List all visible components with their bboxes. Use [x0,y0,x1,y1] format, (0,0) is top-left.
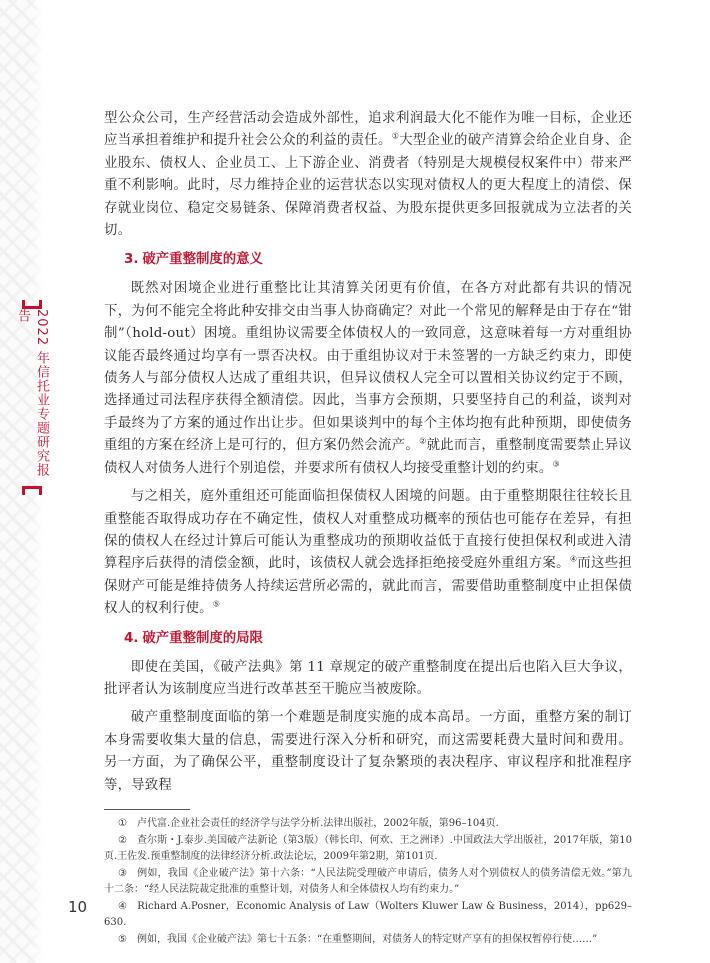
side-report-title [15,300,49,495]
footnote-text: 例如，我国《企业破产法》第十六条：“人民法院受理破产申请后，债务人对个别债权人的债务清偿无效。”第九十二条：“经人民法院裁定批准的重整计划，对债务人和全体债权人均有约束力。” [104,868,632,895]
paragraph-1 [104,108,632,242]
footnote-text: 例如，我国《企业破产法》第七十五条：“在重整期间，对债务人的特定财产享有的担保权暂停行使……” [136,934,598,946]
paragraph-5: 破产重整制度面临的第一个难题是制度实施的成本高昂。一方面，重整方案的制订本身需要收集大量的信息，需要进行深入分析和研究，而这需要耗费大量时间和费用。另一方面，为了确保公平，重整制度设计了复杂繁琐的表决程序、审议程序和批准程序等，导致程 [104,710,632,793]
footnote-ref-5[interactable]: ⑤ [212,599,221,609]
section-heading-3 [124,250,632,270]
footnote [104,932,632,948]
paragraph-4: 即使在美国，《破产法典》第 11 章规定的破产重整制度在提出后也陷入巨大争议，批评者认为该制度应当进行改革甚至干脆应当被废除。 [104,659,632,697]
footnote [104,866,632,897]
bracket-top-decoration [22,300,42,309]
footnote-text: Richard A.Posner，Economic Analysis of Law（Wolters Kluwer Law & Business，2014），pp629–630. [104,901,633,928]
paragraph-3-text: 与之相关，庭外重组还可能面临担保债权人困境的问题。由于重整期限往往较长且重整能否取得成功存在不确定性，债权人对重整成功概率的预估也可能存在差异，有担保的债权人在经过计算后可能认为重整成功的预期收益低于直接行使担保权利或进入清算程序后获得的清偿金额，此时，该债权人就会选择拒绝接受庭外重组方案。 [104,489,632,572]
footnote-ref-2[interactable]: ② [419,436,427,446]
footnote-ref-1[interactable]: ① [391,131,400,141]
footnote-ref-3[interactable]: ③ [552,459,560,469]
footnote [104,833,632,864]
footnote-mark: ④ [118,901,128,913]
footnote-mark: ① [118,817,127,829]
footnote-mark: ⑤ [118,934,127,946]
section-heading-4 [124,629,632,649]
page-number: 10 [68,898,88,916]
paragraph-2 [104,278,632,480]
bracket-bottom-decoration [22,486,42,495]
footnotes [104,816,632,948]
paragraph-2-text-cont: 就此而言，重整制度需要禁止异议债权人对债务人进行个别追偿，并要求所有债权人均接受重整计划的约束。 [104,438,632,476]
section-title: 破产重整制度的意义 [142,252,263,268]
footnote-divider [104,809,190,810]
paragraph-3-text-cont: 而这些担保财产可能是维持债务人持续运营所必需的，就此而言，需要借助重整制度中止担保债权人的权利行使。 [104,556,632,617]
section-number: 3. [124,252,139,268]
footnote [104,899,632,930]
page-body [104,108,632,950]
footnote-text: 卢代富.企业社会责任的经济学与法学分析.法律出版社，2002年版，第96–104页. [136,817,499,829]
paragraph-1-text-cont: 大型企业的破产清算会给企业自身、企业股东、债权人、企业员工、上下游企业、消费者（特别是大规模侵权案件中）带来严重不利影响。此时，尽力维持企业的运营状态以实现对债权人的更大程度上的清偿、保存就业岗位、稳定交易链条、保障消费者权益、为股东提供更多回报就成为立法者的关切。 [104,133,632,239]
paragraph-1-text: 型公众公司，生产经营活动会造成外部性，追求利润最大化不能作为唯一目标，企业还应当承担着维护和提升社会公众的利益的责任。 [104,111,632,149]
footnote-mark: ② [118,835,128,847]
footnote-ref-4[interactable]: ④ [569,554,578,564]
footnote [104,816,632,832]
report-series-title: 2022 年信托业专题研究报告 [15,308,49,478]
footnote-text: 查尔斯・J.泰步.美国破产法新论（第3版）（韩长印、何欢、王之洲译）.中国政法大学出版社，2017年版，第10页.王佐发.预重整制度的法律经济分析.政法论坛，2009年第2期，第101页. [104,835,632,862]
section-number: 4. [124,630,139,646]
paragraph-2-text: 既然对困境企业进行重整比让其清算关闭更有价值，在各方对此都有共识的情况下，为何不能完全将此种安排交由当事人协商确定？对此一个常见的解释是由于存在“钳制”（hold-out）困境。重组协议需要全体债权人的一致同意，这意味着每一方对重组协议能否最终通过均享有一票否决权。由于重组协议对于未签署的一方缺乏约束力，即使债务人与部分债权人达成了重组共识，但异议债权人完全可以置相关协议约定于不顾，选择通过司法程序获得全额清偿。因此，当事方会预期，只要坚持自己的利益，谈判对手最终为了方案的通过作出让步。但如果谈判中的每个主体均抱有此种预期，即使债务重组的方案在经济上是可行的，但方案仍然会流产。 [104,281,632,454]
section-title: 破产重整制度的局限 [142,630,263,646]
paragraph-3 [104,486,632,620]
footnote-mark: ③ [118,868,128,880]
